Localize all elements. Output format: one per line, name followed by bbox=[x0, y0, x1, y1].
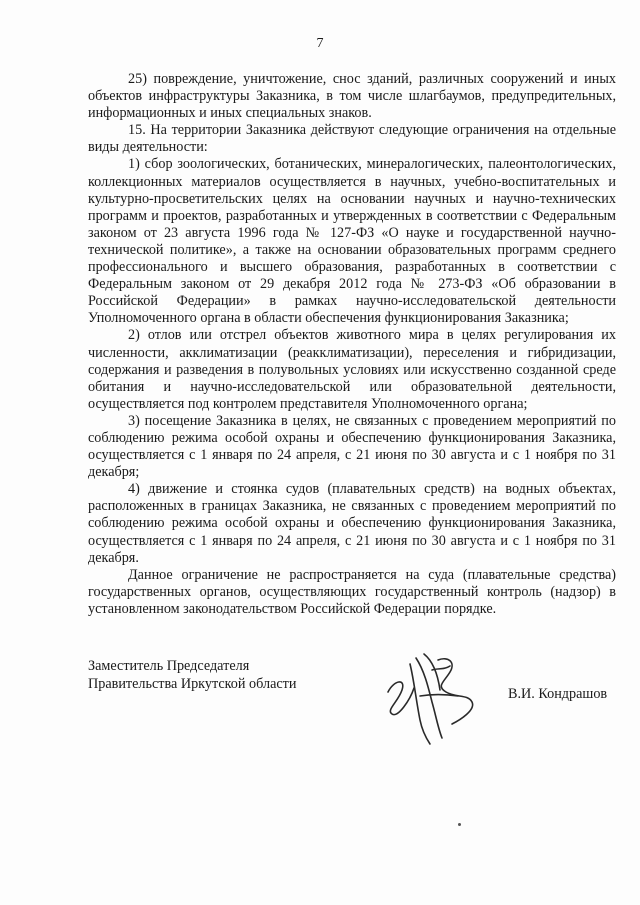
signatory-name: В.И. Кондрашов bbox=[508, 686, 608, 702]
paragraph-clause-15: 15. На территории Заказника действуют следующие ограничения на отдельные виды деятельности: bbox=[88, 122, 616, 156]
paragraph-restriction-1: 1) сбор зоологических, ботанических, минералогических, палеонтологических, коллекционных материалов осуществляется в научных, учебно-воспитательных и культурно-просветительских целях на основании научных и научно-технических программ и проектов, разработанных и утвержденных в соответствии с Федеральным законом от 23 августа 1996 года № 127-ФЗ «О науке и государственной научно-технической политике», а также на основании образовательных программ среднего профессионального и высшего образования, разработанных в соответствии с Федеральным законом от 29 декабря 2012 года № 273-ФЗ «Об образовании в Российской Федерации» в рамках научно-исследовательской деятельности Уполномоченного органа в области обеспечения функционирования Заказника; bbox=[88, 156, 616, 327]
signatory-position-line2: Правительства Иркутской области bbox=[88, 676, 297, 692]
paragraph-restriction-3: 3) посещение Заказника в целях, не связанных с проведением мероприятий по соблюдению режима особой охраны и обеспечению функционирования Заказника, осуществляется с 1 января по 24 апреля, с 21 июня по 30 августа и с 1 ноября по 31 декабря; bbox=[88, 412, 616, 481]
paragraph-item-25: 25) повреждение, уничтожение, снос зданий, различных сооружений и иных объектов инфраструктуры Заказника, в том числе шлагбаумов, предупредительных, информационных и иных специальных знаков. bbox=[88, 71, 616, 122]
page-number: 7 bbox=[316, 36, 324, 51]
signatory-position-line1: Заместитель Председателя bbox=[88, 658, 250, 674]
document-body bbox=[88, 71, 616, 618]
paragraph-restriction-2: 2) отлов или отстрел объектов животного мира в целях регулирования их численности, акклиматизации (реакклиматизации), переселения и гибридизации, содержания и разведения в полувольных условиях или искусственно созданной среде обитания и научно-исследовательской или образовательной деятельности, осуществляется под контролем представителя Уполномоченного органа; bbox=[88, 327, 616, 412]
handwritten-signature bbox=[380, 640, 488, 748]
scan-speck bbox=[458, 823, 461, 826]
paragraph-exception: Данное ограничение не распространяется на суда (плавательные средства) государственных органов, осуществляющих государственный контроль (надзор) в установленном законодательством Российской Федерации порядке. bbox=[88, 566, 616, 617]
paragraph-restriction-4: 4) движение и стоянка судов (плавательных средств) на водных объектах, расположенных в границах Заказника, не связанных с проведением мероприятий по соблюдению режима особой охраны и обеспечению функционирования Заказника, осуществляется с 1 января по 24 апреля, с 21 июня по 30 августа и с 1 ноября по 31 декабря. bbox=[88, 481, 616, 566]
signatory-position bbox=[88, 657, 296, 693]
